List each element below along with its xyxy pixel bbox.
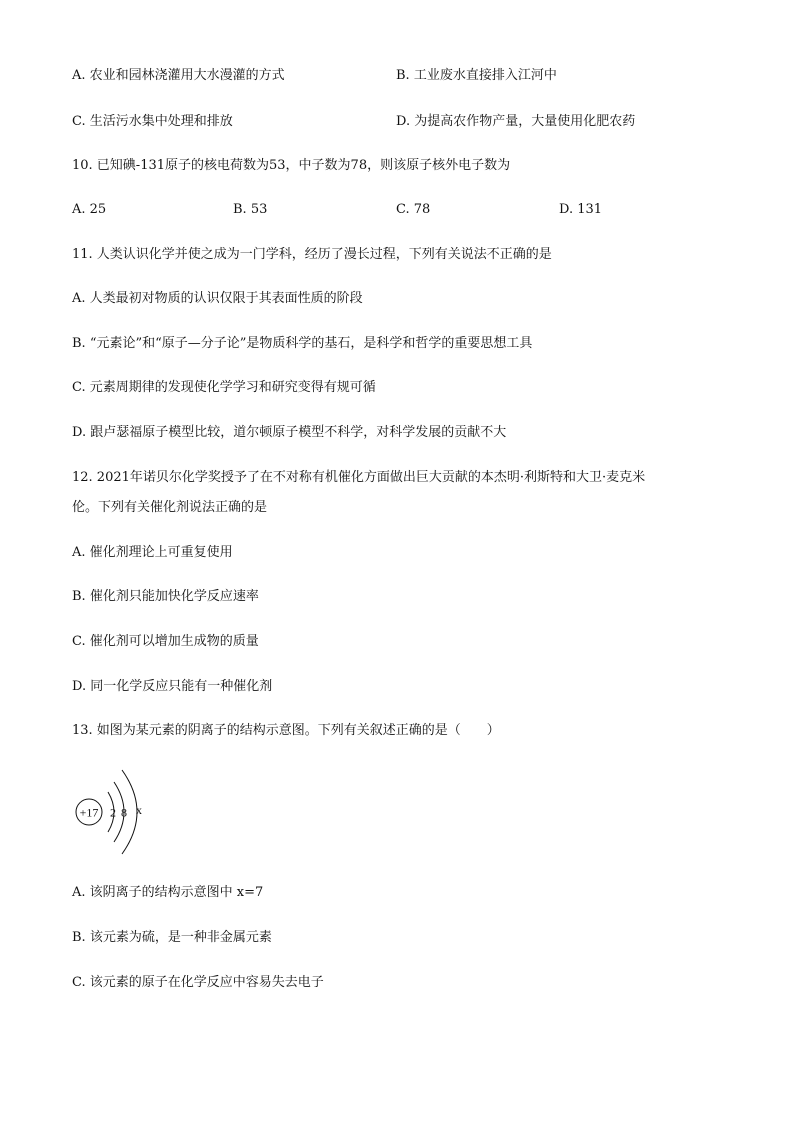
q9-option-c: C. 生活污水集中处理和排放 — [72, 114, 233, 129]
shell-1-electrons: 2 — [110, 805, 116, 820]
q10-stem: 10. 已知碘-131原子的核电荷数为53，中子数为78，则该原子核外电子数为 — [72, 158, 511, 173]
q11-option-c: C. 元素周期律的发现使化学学习和研究变得有规可循 — [72, 380, 376, 395]
q12-stem-line2: 伦。下列有关催化剂说法正确的是 — [72, 500, 268, 515]
q13-stem: 13. 如图为某元素的阴离子的结构示意图。下列有关叙述正确的是（ ） — [72, 723, 500, 738]
q12-stem-line1: 12. 2021年诺贝尔化学奖授予了在不对称有机催化方面做出巨大贡献的本杰明·利斯特和大卫·麦克米 — [72, 470, 646, 485]
q11-option-d: D. 跟卢瑟福原子模型比较，道尔顿原子模型不科学，对科学发展的贡献不大 — [72, 425, 507, 440]
q10-option-d: D. 131 — [559, 202, 603, 217]
shell-3-electrons: x — [136, 803, 142, 817]
q10-option-c: C. 78 — [396, 202, 431, 217]
q12-option-d: D. 同一化学反应只能有一种催化剂 — [72, 679, 273, 694]
q13-option-c: C. 该元素的原子在化学反应中容易失去电子 — [72, 975, 324, 990]
q9-option-d: D. 为提高农作物产量，大量使用化肥农药 — [396, 114, 636, 129]
q12-option-a: A. 催化剂理论上可重复使用 — [72, 545, 233, 560]
q11-option-a: A. 人类最初对物质的认识仅限于其表面性质的阶段 — [72, 291, 363, 306]
nucleus-charge: +17 — [79, 805, 99, 820]
q13-option-a: A. 该阴离子的结构示意图中 x=7 — [72, 885, 264, 900]
q12-option-b: B. 催化剂只能加快化学反应速率 — [72, 589, 259, 604]
q9-option-b: B. 工业废水直接排入江河中 — [396, 68, 557, 83]
q9-option-a: A. 农业和园林浇灌用大水漫灌的方式 — [72, 68, 285, 83]
q11-stem: 11. 人类认识化学并使之成为一门学科，经历了漫长过程，下列有关说法不正确的是 — [72, 247, 552, 262]
q11-option-b: B. “元素论”和“原子—分子论”是物质科学的基石，是科学和哲学的重要思想工具 — [72, 336, 533, 351]
ion-structure-diagram — [72, 762, 192, 862]
q10-option-a: A. 25 — [72, 202, 107, 217]
q12-option-c: C. 催化剂可以增加生成物的质量 — [72, 634, 259, 649]
q10-option-b: B. 53 — [233, 202, 268, 217]
ion-structure-svg — [72, 762, 192, 862]
shell-2-electrons: 8 — [121, 805, 127, 820]
q13-option-b: B. 该元素为硫，是一种非金属元素 — [72, 930, 272, 945]
